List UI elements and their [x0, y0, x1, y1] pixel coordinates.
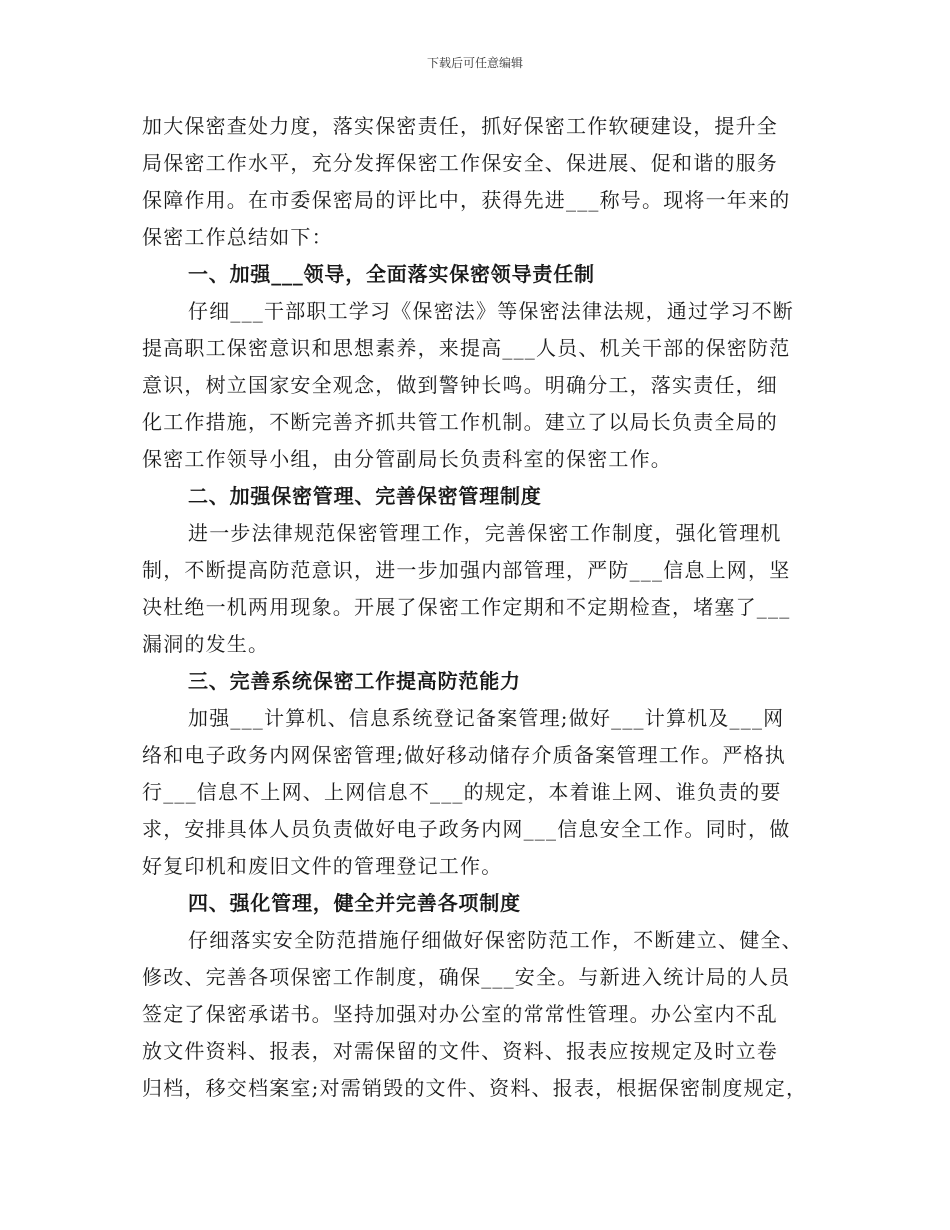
body-line: 保密工作总结如下：	[142, 225, 333, 249]
body-line: 保密工作领导小组，由分管副局长负责科室的保密工作。	[142, 447, 672, 471]
body-line: 放文件资料、报表，对需保留的文件、资料、报表应按规定及时立卷	[142, 1039, 778, 1063]
body-line: 提高职工保密意识和思想素养，来提高___人员、机关干部的保密防范	[142, 336, 791, 360]
body-line: 求，安排具体人员负责做好电子政务内网___信息安全工作。同时，做	[142, 817, 791, 841]
body-line: 归档，移交档案室;对需销毁的文件、资料、报表，根据保密制度规定，	[142, 1076, 808, 1100]
body-line: 好复印机和废旧文件的管理登记工作。	[142, 854, 503, 878]
page-header-note: 下载后可任意编辑	[426, 56, 523, 70]
section-heading-3: 三、完善系统保密工作提高防范能力	[188, 669, 521, 693]
body-line: 制，不断提高防范意识，进一步加强内部管理，严防___信息上网，坚	[142, 558, 791, 582]
section-heading-4: 四、强化管理，健全并完善各项制度	[188, 891, 521, 915]
section-heading-2: 二、加强保密管理、完善保密管理制度	[188, 484, 542, 508]
body-line: 修改、完善各项保密工作制度，确保___安全。与新进入统计局的人员	[142, 965, 791, 989]
body-line: 漏洞的发生。	[142, 632, 270, 656]
body-line: 保障作用。在市委保密局的评比中，获得先进___称号。现将一年来的	[142, 188, 791, 212]
body-line: 进一步法律规范保密管理工作，完善保密工作制度，强化管理机	[188, 521, 782, 545]
body-line: 仔细___干部职工学习《保密法》等保密法律法规，通过学习不断	[188, 299, 794, 323]
body-line: 仔细落实安全防范措施仔细做好保密防范工作，不断建立、健全、	[188, 928, 803, 952]
body-line: 决杜绝一机两用现象。开展了保密工作定期和不定期检查，堵塞了___	[142, 595, 791, 619]
body-line: 络和电子政务内网保密管理;做好移动储存介质备案管理工作。严格执	[142, 743, 786, 767]
body-line: 加大保密查处力度，落实保密责任，抓好保密工作软硬建设，提升全	[142, 114, 778, 138]
body-line: 局保密工作水平，充分发挥保密工作保安全、保进展、促和谐的服务	[142, 151, 778, 175]
document-body	[142, 108, 822, 1107]
section-heading-1: 一、加强___领导，全面落实保密领导责任制	[188, 262, 595, 286]
body-line: 化工作措施，不断完善齐抓共管工作机制。建立了以局长负责全局的	[142, 410, 778, 434]
body-line: 加强___计算机、信息系统登记备案管理;做好___计算机及___网	[188, 706, 785, 730]
body-line: 签定了保密承诺书。坚持加强对办公室的常常性管理。办公室内不乱	[142, 1002, 778, 1026]
body-line: 意识，树立国家安全观念，做到警钟长鸣。明确分工，落实责任，细	[142, 373, 778, 397]
body-line: 行___信息不上网、上网信息不___的规定，本着谁上网、谁负责的要	[142, 780, 782, 804]
